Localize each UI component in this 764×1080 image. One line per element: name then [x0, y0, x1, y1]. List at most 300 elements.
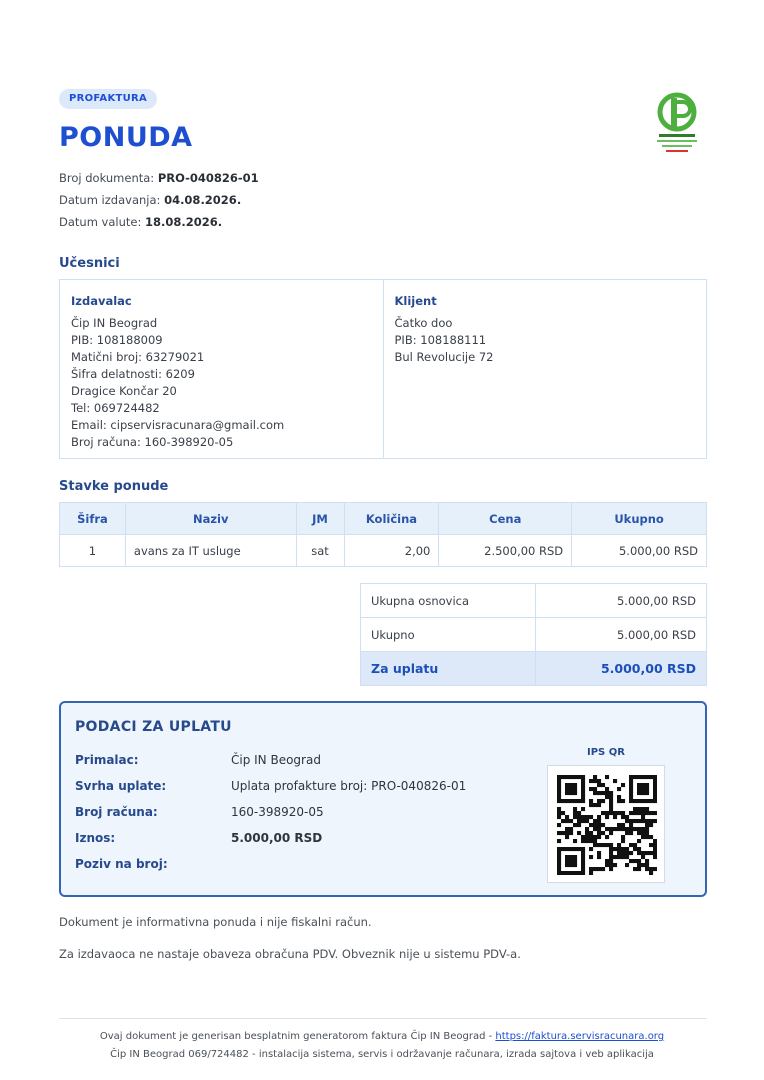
- qr-module: [633, 827, 637, 831]
- qr-module: [565, 783, 569, 787]
- qr-module: [625, 855, 629, 859]
- totals-table: [360, 583, 707, 686]
- qr-module: [557, 775, 561, 779]
- qr-module: [617, 843, 621, 847]
- qr-module: [589, 779, 593, 783]
- qr-module: [609, 827, 613, 831]
- qr-module: [613, 847, 617, 851]
- qr-module: [573, 871, 577, 875]
- qr-module: [573, 783, 577, 787]
- table-row: [60, 535, 707, 567]
- qr-module: [645, 775, 649, 779]
- qr-module: [629, 843, 633, 847]
- due-date: [59, 215, 222, 229]
- column-header-total: Ukupno: [572, 503, 707, 535]
- qr-module: [637, 847, 641, 851]
- qr-module: [593, 779, 597, 783]
- payment-title: PODACI ZA UPLATU: [75, 719, 232, 735]
- qr-module: [589, 871, 593, 875]
- qr-module: [557, 867, 561, 871]
- qr-module: [653, 819, 657, 823]
- qr-module: [613, 779, 617, 783]
- qr-module: [633, 811, 637, 815]
- qr-module: [645, 791, 649, 795]
- qr-module: [573, 863, 577, 867]
- qr-module: [609, 863, 613, 867]
- qr-module: [561, 831, 565, 835]
- qr-module: [581, 871, 585, 875]
- qr-module: [605, 827, 609, 831]
- qr-module: [573, 799, 577, 803]
- qr-module: [645, 823, 649, 827]
- qr-module: [589, 867, 593, 871]
- qr-module: [581, 839, 585, 843]
- qr-module: [593, 867, 597, 871]
- qr-module: [589, 823, 593, 827]
- qr-module: [577, 831, 581, 835]
- qr-module: [581, 775, 585, 779]
- qr-module: [641, 851, 645, 855]
- qr-module: [633, 847, 637, 851]
- footer-link[interactable]: https://faktura.servisracunara.org: [495, 1031, 665, 1042]
- qr-module: [621, 839, 625, 843]
- qr-module: [633, 867, 637, 871]
- qr-module: [569, 827, 573, 831]
- qr-module: [557, 799, 561, 803]
- due-date-value: 18.08.2026.: [145, 215, 223, 229]
- qr-module: [593, 843, 597, 847]
- qr-module: [629, 775, 633, 779]
- qr-module: [637, 787, 641, 791]
- issuer-line: Broj računa: 160-398920-05: [71, 435, 234, 449]
- qr-module: [609, 795, 613, 799]
- issuer-heading: Izdavalac: [71, 294, 132, 308]
- qr-module: [621, 847, 625, 851]
- qr-module: [597, 843, 601, 847]
- qr-module: [621, 823, 625, 827]
- issuer-line: Šifra delatnosti: 6209: [71, 367, 195, 381]
- recipient-value: Čip IN Beograd: [231, 753, 321, 767]
- qr-module: [633, 819, 637, 823]
- qr-module: [597, 815, 601, 819]
- participants-title: Učesnici: [59, 256, 120, 271]
- qr-module: [605, 835, 609, 839]
- qr-module: [601, 843, 605, 847]
- cell-quantity: 2,00: [344, 535, 439, 567]
- qr-module: [557, 847, 561, 851]
- qr-module: [633, 807, 637, 811]
- qr-module: [593, 819, 597, 823]
- qr-module: [653, 855, 657, 859]
- qr-module: [641, 783, 645, 787]
- qr-module: [605, 811, 609, 815]
- qr-module: [601, 783, 605, 787]
- issuer-line: Matični broj: 63279021: [71, 350, 205, 364]
- qr-module: [629, 823, 633, 827]
- qr-module: [581, 851, 585, 855]
- qr-module: [597, 791, 601, 795]
- qr-module: [577, 815, 581, 819]
- qr-module: [585, 815, 589, 819]
- qr-module: [645, 827, 649, 831]
- client-heading: Klijent: [394, 294, 437, 308]
- qr-module: [565, 775, 569, 779]
- qr-module: [577, 847, 581, 851]
- qr-module: [649, 843, 653, 847]
- qr-module: [601, 831, 605, 835]
- qr-module: [557, 807, 561, 811]
- issue-date: [59, 193, 241, 207]
- qr-module: [581, 807, 585, 811]
- qr-module: [605, 815, 609, 819]
- qr-module: [565, 787, 569, 791]
- qr-module: [629, 783, 633, 787]
- client-line: Bul Revolucije 72: [394, 350, 494, 364]
- qr-module: [641, 791, 645, 795]
- qr-module: [637, 827, 641, 831]
- qr-module: [613, 863, 617, 867]
- qr-module: [589, 835, 593, 839]
- qr-module: [625, 827, 629, 831]
- client-line: PIB: 108188111: [394, 333, 487, 347]
- totals-row-base: [361, 584, 707, 618]
- qr-module: [625, 815, 629, 819]
- qr-module: [637, 783, 641, 787]
- issuer-line: Dragice Končar 20: [71, 384, 177, 398]
- amount-value: 5.000,00 RSD: [231, 831, 323, 845]
- issuer-line: Email: cipservisracunara@gmail.com: [71, 418, 285, 432]
- qr-module: [573, 839, 577, 843]
- qr-module: [653, 843, 657, 847]
- qr-module: [617, 855, 621, 859]
- qr-module: [637, 819, 641, 823]
- qr-module: [641, 835, 645, 839]
- footer-generator-line: [0, 1031, 764, 1042]
- note-informative: Dokument je informativna ponuda i nije fiskalni račun.: [59, 915, 372, 929]
- qr-module: [641, 855, 645, 859]
- qr-module: [569, 863, 573, 867]
- qr-module: [585, 839, 589, 843]
- reference-label: Poziv na broj:: [75, 857, 168, 871]
- qr-module: [605, 791, 609, 795]
- qr-module: [561, 847, 565, 851]
- qr-module: [605, 787, 609, 791]
- qr-module: [581, 859, 585, 863]
- column-header-code: Šifra: [60, 503, 126, 535]
- qr-module: [605, 863, 609, 867]
- qr-module: [653, 783, 657, 787]
- note-vat: Za izdavaoca ne nastaje obaveza obračuna PDV. Obveznik nije u sistemu PDV-a.: [59, 947, 521, 961]
- qr-module: [557, 787, 561, 791]
- qr-module: [569, 855, 573, 859]
- qr-module: [633, 843, 637, 847]
- qr-module: [585, 835, 589, 839]
- qr-module: [613, 815, 617, 819]
- qr-module: [649, 823, 653, 827]
- qr-module: [629, 819, 633, 823]
- qr-module: [625, 847, 629, 851]
- qr-module: [589, 847, 593, 851]
- client-column: [383, 280, 707, 458]
- cell-name: avans za IT usluge: [125, 535, 296, 567]
- qr-module: [605, 843, 609, 847]
- qr-module: [581, 799, 585, 803]
- qr-module: [593, 823, 597, 827]
- qr-module: [565, 815, 569, 819]
- qr-module: [569, 831, 573, 835]
- totals-row-pay: [361, 652, 707, 686]
- qr-module: [569, 787, 573, 791]
- qr-module: [585, 827, 589, 831]
- qr-module: [569, 871, 573, 875]
- qr-module: [641, 811, 645, 815]
- qr-module: [597, 851, 601, 855]
- qr-module: [641, 799, 645, 803]
- qr-module: [601, 799, 605, 803]
- column-header-quantity: Količina: [344, 503, 439, 535]
- qr-module: [557, 783, 561, 787]
- qr-module: [557, 851, 561, 855]
- qr-module: [605, 795, 609, 799]
- qr-module: [617, 787, 621, 791]
- qr-module: [565, 831, 569, 835]
- issuer-line: Tel: 069724482: [71, 401, 160, 415]
- qr-module: [621, 811, 625, 815]
- qr-module: [569, 847, 573, 851]
- qr-module: [581, 795, 585, 799]
- qr-module: [593, 775, 597, 779]
- qr-module: [573, 855, 577, 859]
- qr-module: [605, 775, 609, 779]
- document-number: [59, 171, 259, 185]
- qr-module: [621, 783, 625, 787]
- qr-module: [617, 847, 621, 851]
- qr-module: [569, 799, 573, 803]
- qr-code-container: [547, 765, 665, 883]
- qr-module: [565, 847, 569, 851]
- qr-module: [597, 831, 601, 835]
- qr-module: [569, 791, 573, 795]
- footer-text: Ovaj dokument je generisan besplatnim generatorom faktura Čip IN Beograd -: [99, 1031, 496, 1042]
- qr-module: [637, 811, 641, 815]
- qr-module: [609, 843, 613, 847]
- qr-module: [565, 871, 569, 875]
- qr-module: [561, 871, 565, 875]
- qr-module: [565, 799, 569, 803]
- qr-module: [565, 835, 569, 839]
- base-label: Ukupna osnovica: [361, 584, 536, 618]
- qr-module: [645, 787, 649, 791]
- qr-module: [561, 799, 565, 803]
- qr-module: [597, 799, 601, 803]
- qr-module: [561, 819, 565, 823]
- participants-box: [59, 279, 707, 459]
- qr-module: [589, 803, 593, 807]
- qr-module: [573, 847, 577, 851]
- qr-module: [645, 799, 649, 803]
- qr-module: [557, 831, 561, 835]
- qr-module: [609, 859, 613, 863]
- qr-module: [581, 783, 585, 787]
- qr-module: [617, 851, 621, 855]
- account-label: Broj računa:: [75, 805, 158, 819]
- qr-module: [593, 839, 597, 843]
- qr-module: [581, 779, 585, 783]
- qr-module: [637, 867, 641, 871]
- qr-module: [649, 871, 653, 875]
- qr-module: [641, 863, 645, 867]
- qr-module: [581, 855, 585, 859]
- qr-module: [597, 835, 601, 839]
- qr-code-icon: [557, 775, 657, 875]
- qr-module: [653, 779, 657, 783]
- qr-module: [649, 867, 653, 871]
- pay-label: Za uplatu: [361, 652, 536, 686]
- qr-module: [629, 799, 633, 803]
- qr-module: [597, 779, 601, 783]
- qr-module: [573, 775, 577, 779]
- qr-module: [617, 823, 621, 827]
- qr-module: [557, 863, 561, 867]
- qr-module: [609, 807, 613, 811]
- qr-module: [573, 815, 577, 819]
- qr-module: [609, 811, 613, 815]
- cell-total: 5.000,00 RSD: [572, 535, 707, 567]
- qr-module: [557, 855, 561, 859]
- total-label: Ukupno: [361, 618, 536, 652]
- cell-price: 2.500,00 RSD: [439, 535, 572, 567]
- account-value: 160-398920-05: [231, 805, 324, 819]
- qr-module: [649, 799, 653, 803]
- qr-module: [653, 775, 657, 779]
- table-header-row: [60, 503, 707, 535]
- qr-module: [637, 807, 641, 811]
- qr-module: [637, 775, 641, 779]
- qr-module: [637, 791, 641, 795]
- qr-module: [625, 863, 629, 867]
- qr-module: [561, 811, 565, 815]
- qr-module: [653, 791, 657, 795]
- qr-module: [589, 815, 593, 819]
- qr-module: [593, 803, 597, 807]
- column-header-unit: JM: [296, 503, 344, 535]
- qr-module: [609, 851, 613, 855]
- qr-label: IPS QR: [587, 747, 625, 758]
- items-table: [59, 502, 707, 567]
- qr-module: [569, 783, 573, 787]
- qr-module: [629, 787, 633, 791]
- issue-date-label: Datum izdavanja:: [59, 193, 161, 207]
- qr-module: [593, 787, 597, 791]
- column-header-name: Naziv: [125, 503, 296, 535]
- qr-module: [613, 855, 617, 859]
- qr-module: [565, 855, 569, 859]
- qr-module: [557, 791, 561, 795]
- qr-module: [653, 847, 657, 851]
- qr-module: [645, 859, 649, 863]
- qr-module: [609, 855, 613, 859]
- qr-module: [577, 871, 581, 875]
- qr-module: [637, 799, 641, 803]
- qr-module: [629, 811, 633, 815]
- qr-module: [581, 835, 585, 839]
- qr-module: [629, 795, 633, 799]
- pay-value: 5.000,00 RSD: [536, 652, 707, 686]
- qr-module: [629, 859, 633, 863]
- qr-module: [577, 811, 581, 815]
- qr-module: [653, 851, 657, 855]
- qr-module: [581, 815, 585, 819]
- qr-module: [609, 847, 613, 851]
- qr-module: [645, 807, 649, 811]
- amount-label: Iznos:: [75, 831, 116, 845]
- qr-module: [597, 823, 601, 827]
- qr-module: [637, 863, 641, 867]
- qr-module: [629, 779, 633, 783]
- recipient-label: Primalac:: [75, 753, 139, 767]
- qr-module: [649, 819, 653, 823]
- qr-module: [597, 855, 601, 859]
- qr-module: [609, 831, 613, 835]
- qr-module: [653, 839, 657, 843]
- qr-module: [621, 799, 625, 803]
- qr-module: [557, 859, 561, 863]
- qr-module: [569, 819, 573, 823]
- qr-module: [641, 775, 645, 779]
- qr-module: [557, 839, 561, 843]
- qr-module: [653, 799, 657, 803]
- qr-module: [653, 795, 657, 799]
- qr-module: [645, 819, 649, 823]
- footer-company-line: Čip IN Beograd 069/724482 - instalacija sistema, servis i održavanje računara, izrada sajtova i veb aplikacija: [110, 1049, 654, 1060]
- qr-module: [577, 819, 581, 823]
- due-date-label: Datum valute:: [59, 215, 142, 229]
- qr-module: [645, 811, 649, 815]
- column-header-price: Cena: [439, 503, 572, 535]
- qr-module: [597, 819, 601, 823]
- qr-module: [625, 831, 629, 835]
- qr-module: [573, 787, 577, 791]
- qr-module: [573, 811, 577, 815]
- page-title: PONUDA: [59, 122, 193, 153]
- qr-module: [621, 827, 625, 831]
- qr-module: [641, 807, 645, 811]
- qr-module: [581, 791, 585, 795]
- qr-module: [617, 799, 621, 803]
- payment-details-box: [59, 701, 707, 897]
- qr-module: [589, 787, 593, 791]
- qr-module: [561, 775, 565, 779]
- qr-module: [641, 827, 645, 831]
- qr-module: [621, 851, 625, 855]
- qr-module: [653, 811, 657, 815]
- qr-module: [637, 839, 641, 843]
- items-title: Stavke ponude: [59, 479, 169, 494]
- qr-module: [573, 791, 577, 795]
- qr-module: [565, 863, 569, 867]
- qr-module: [601, 867, 605, 871]
- cell-code: 1: [60, 535, 126, 567]
- qr-module: [653, 867, 657, 871]
- qr-module: [589, 839, 593, 843]
- issuer-column: [60, 280, 383, 458]
- qr-module: [645, 831, 649, 835]
- qr-module: [569, 775, 573, 779]
- document-number-label: Broj dokumenta:: [59, 171, 155, 185]
- qr-module: [649, 811, 653, 815]
- qr-module: [589, 855, 593, 859]
- qr-module: [649, 851, 653, 855]
